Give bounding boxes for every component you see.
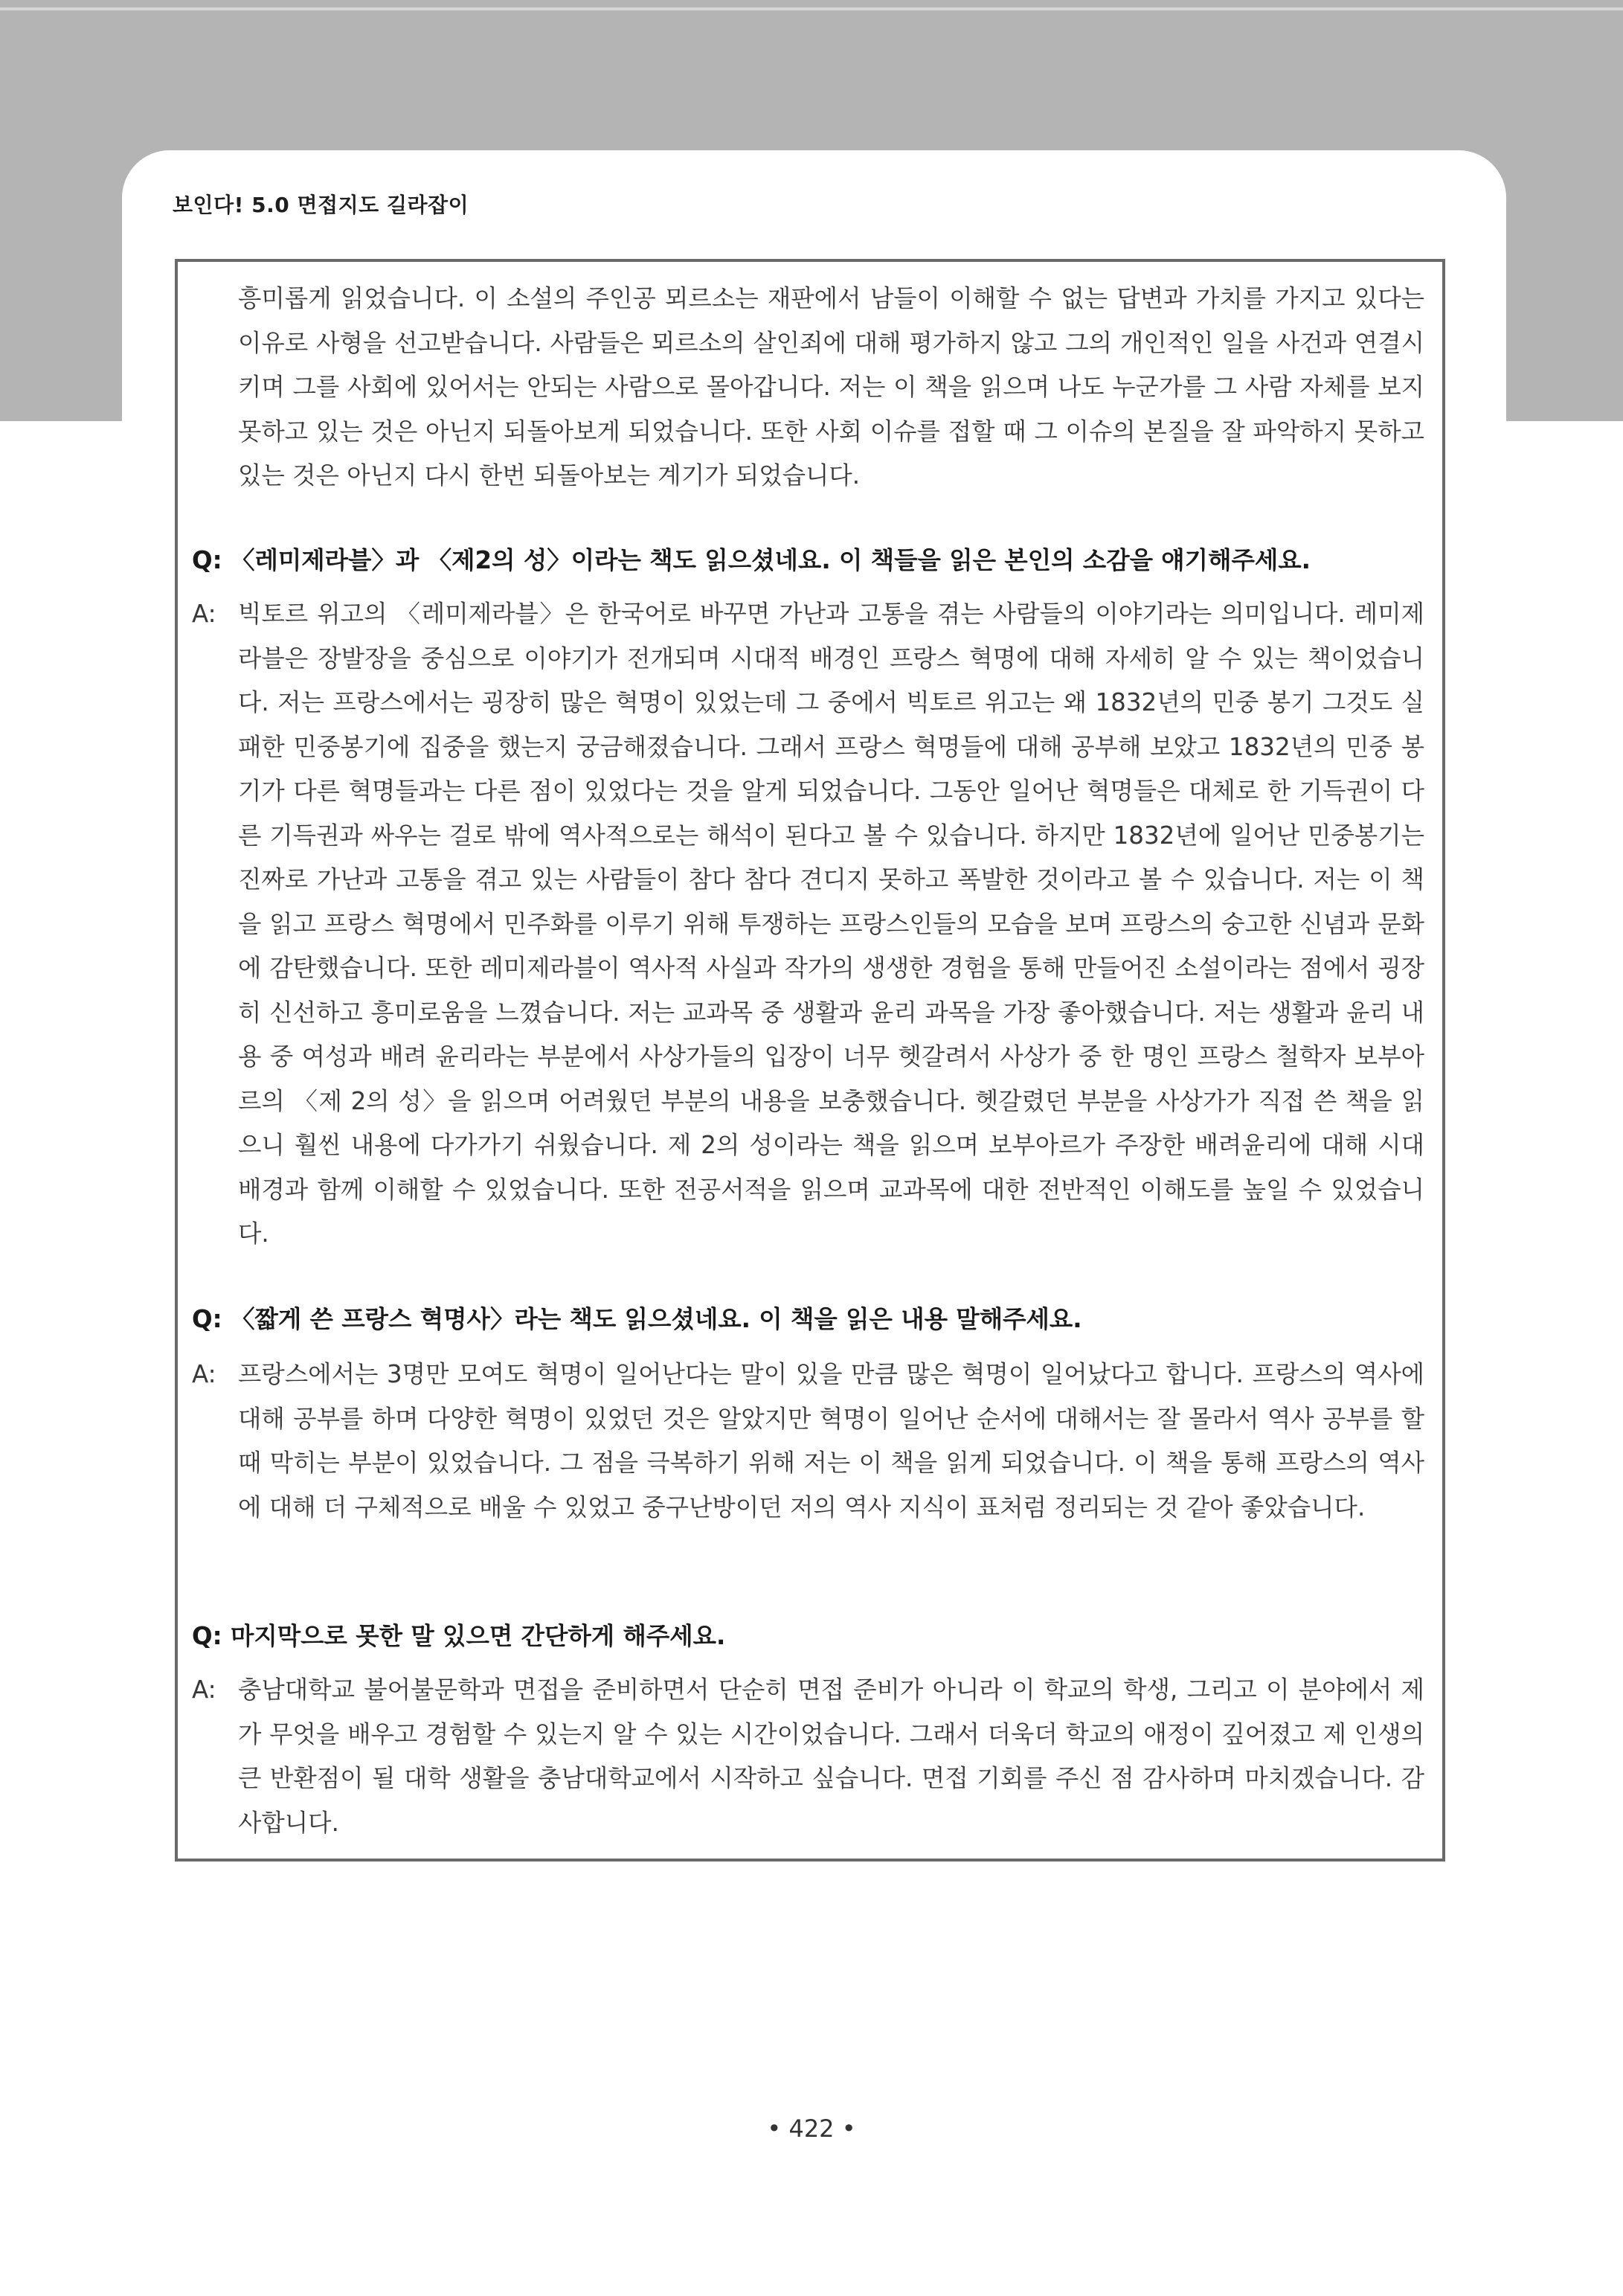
answer-1-label: A: bbox=[192, 600, 216, 628]
question-2: Q: 〈짧게 쓴 프랑스 혁명사〉라는 책도 읽으셨네요. 이 책을 읽은 내용 말해주세요. bbox=[192, 1305, 1082, 1333]
question-1: Q: 〈레미제라블〉과 〈제2의 성〉이라는 책도 읽으셨네요. 이 책들을 읽은 본인의 소감을 얘기해주세요. bbox=[192, 546, 1311, 574]
answer-2: 프랑스에서는 3명만 모여도 혁명이 일어난다는 말이 있을 만큼 많은 혁명이 일어났다고 합니다. 프랑스의 역사에 대해 공부를 하며 다양한 혁명이 있었던 것은 알았지만 혁명이 일어난 순서에 대해서는 잘 몰라서 역사 공부를 할 때 막히는 부분이 있었습니다. 그 점을 극복하기 위해 저는 이 책을 읽게 되었습니다. 이 책을 통해 프랑스의 역사에 대해 더 구체적으로 배울 수 있었고 중구난방이던 저의 역사 지식이 표처럼 정리되는 것 같아 좋았습니다. bbox=[238, 1360, 1424, 1521]
answer-1: 빅토르 위고의 〈레미제라블〉은 한국어로 바꾸면 가난과 고통을 겪는 사람들의 이야기라는 의미입니다. 레미제라블은 장발장을 중심으로 이야기가 전개되며 시대적 배경인 프랑스 혁명에 대해 자세히 알 수 있는 책이었습니다. 저는 프랑스에서는 굉장히 많은 혁명이 있었는데 그 중에서 빅토르 위고는 왜 1832년의 민중 봉기 그것도 실패한 민중봉기에 집중을 했는지 궁금해졌습니다. 그래서 프랑스 혁명들에 대해 공부해 보았고 1832년의 민중 봉기가 다른 혁명들과는 다른 점이 있었다는 것을 알게 되었습니다. 그동안 일어난 혁명들은 대체로 한 기득권이 다른 기득권과 싸우는 걸로 밖에 역사적으로는 해석이 된다고 볼 수 있습니다. 하지만 1832년에 일어난 민중봉기는 진짜로 가난과 고통을 겪고 있는 사람들이 참다 참다 견디지 못하고 폭발한 것이라고 볼 수 있습니다. 저는 이 책을 읽고 프랑스 혁명에서 민주화를 이루기 위해 투쟁하는 프랑스인들의 모습을 보며 프랑스의 숭고한 신념과 문화에 감탄했습니다. 또한 레미제라블이 역사적 사실과 작가의 생생한 경험을 통해 만들어진 소설이라는 점에서 굉장히 신선하고 흥미로움을 느꼈습니다. 저는 교과목 중 생활과 윤리 과목을 가장 좋아했습니다. 저는 생활과 윤리 내용 중 여성과 배려 윤리라는 부분에서 사상가들의 입장이 너무 헷갈려서 사상가 중 한 명인 프랑스 철학자 보부아르의 〈제 2의 성〉을 읽으며 어려웠던 부분의 내용을 보충했습니다. 헷갈렸던 부분을 사상가가 직접 쓴 책을 읽으니 훨씬 내용에 다가가기 쉬웠습니다. 제 2의 성이라는 책을 읽으며 보부아르가 주장한 배려윤리에 대해 시대 배경과 함께 이해할 수 있었습니다. 또한 전공서적을 읽으며 교과목에 대한 전반적인 이해도를 높일 수 있었습니다. bbox=[238, 600, 1424, 1248]
answer-3: 충남대학교 불어불문학과 면접을 준비하면서 단순히 면접 준비가 아니라 이 학교의 학생, 그리고 이 분야에서 제가 무엇을 배우고 경험할 수 있는지 알 수 있는 시간이었습니다. 그래서 더욱더 학교의 애정이 깊어졌고 제 인생의 큰 반환점이 될 대학 생활을 충남대학교에서 시작하고 싶습니다. 면접 기회를 주신 점 감사하며 마치겠습니다. 감사합니다. bbox=[238, 1675, 1424, 1837]
intro-paragraph: 흥미롭게 읽었습니다. 이 소설의 주인공 뫼르소는 재판에서 남들이 이해할 수 없는 답변과 가치를 가지고 있다는 이유로 사형을 선고받습니다. 사람들은 뫼르소의 살인죄에 대해 평가하지 않고 그의 개인적인 일을 사건과 연결시키며 그를 사회에 있어서는 안되는 사람으로 몰아갑니다. 저는 이 책을 읽으며 나도 누군가를 그 사람 자체를 보지 못하고 있는 것은 아닌지 되돌아보게 되었습니다. 또한 사회 이슈를 접할 때 그 이슈의 본질을 잘 파악하지 못하고 있는 것은 아닌지 다시 한번 되돌아보는 계기가 되었습니다. bbox=[238, 284, 1424, 490]
page-number: • 422 • bbox=[767, 2114, 856, 2143]
running-header: 보인다! 5.0 면접지도 길라잡이 bbox=[173, 193, 469, 217]
header-band-line bbox=[0, 7, 1623, 10]
answer-2-label: A: bbox=[192, 1360, 216, 1388]
side-stripe-right bbox=[1506, 408, 1623, 421]
answer-3-label: A: bbox=[192, 1675, 216, 1704]
question-3: Q: 마지막으로 못한 말 있으면 간단하게 해주세요. bbox=[192, 1622, 726, 1650]
side-stripe-left bbox=[0, 408, 122, 421]
